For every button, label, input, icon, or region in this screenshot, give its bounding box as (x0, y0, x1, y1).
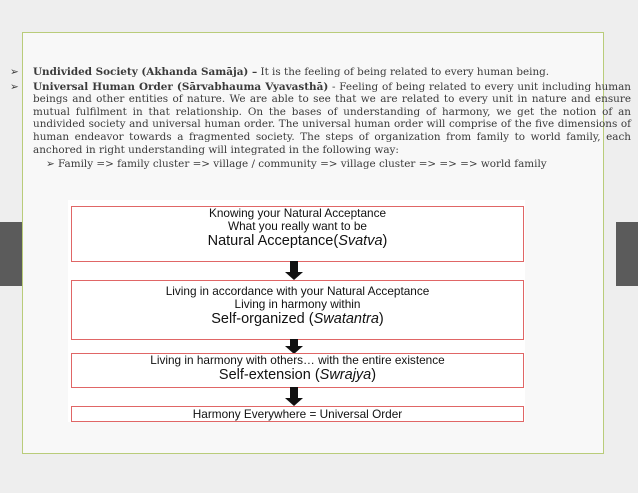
bullet-undivided-society (6, 66, 631, 79)
bullet-term: Universal Human Order (Sārvabhauma Vyavasthā) (33, 80, 329, 93)
box-heading: Self-extension (Swrajya) (218, 367, 377, 383)
box-line: Harmony Everywhere = Universal Order (192, 407, 403, 421)
sub-bullet-family-chain (46, 158, 631, 171)
box-line: Living in harmony within (234, 297, 361, 311)
sub-bullet-arrow-icon: ➢ (46, 158, 55, 171)
box-line: Living in harmony with others… with the entire existence (150, 353, 445, 367)
left-side-tab (0, 222, 22, 286)
box-line: Knowing your Natural Acceptance (208, 206, 387, 220)
bullet-text: It is the feeling of being related to every human being. (257, 66, 550, 78)
box-line: What you really want to be (227, 219, 367, 233)
box-heading: Self-organized (Swatantra) (211, 311, 384, 327)
box-self-organized (71, 280, 524, 340)
bullet-arrow-icon: ➢ (10, 80, 19, 93)
box-self-extension (71, 353, 524, 388)
box-line: Living in accordance with your Natural Acceptance (165, 284, 430, 298)
bullet-term: Undivided Society (Akhanda Samāja) – (33, 66, 258, 78)
box-universal-order (71, 406, 524, 422)
flow-diagram (68, 200, 525, 422)
bullet-universal-human-order (6, 81, 631, 157)
box-natural-acceptance (71, 206, 524, 262)
body-text (6, 66, 631, 171)
sub-bullet-text: Family => family cluster => village / community => village cluster => => => world family (58, 158, 547, 171)
box-heading: Natural Acceptance(Svatva) (207, 233, 388, 249)
right-side-tab (616, 222, 638, 286)
bullet-text: - Feeling of being related to every unit including human beings and other entities of nature. We are able to see that we are related to every unit in nature and ensure mutual fulfilment in that relationship. On the bases of understanding of harmony, we get the notion of an undivided society and universal human order. The universal human order will comprise of the five dimensions of human endeavor towards a fragmented society. The steps of organization from family to world family, each anchored in right understanding will integrated in the following way: (33, 80, 631, 156)
bullet-arrow-icon: ➢ (10, 66, 19, 78)
